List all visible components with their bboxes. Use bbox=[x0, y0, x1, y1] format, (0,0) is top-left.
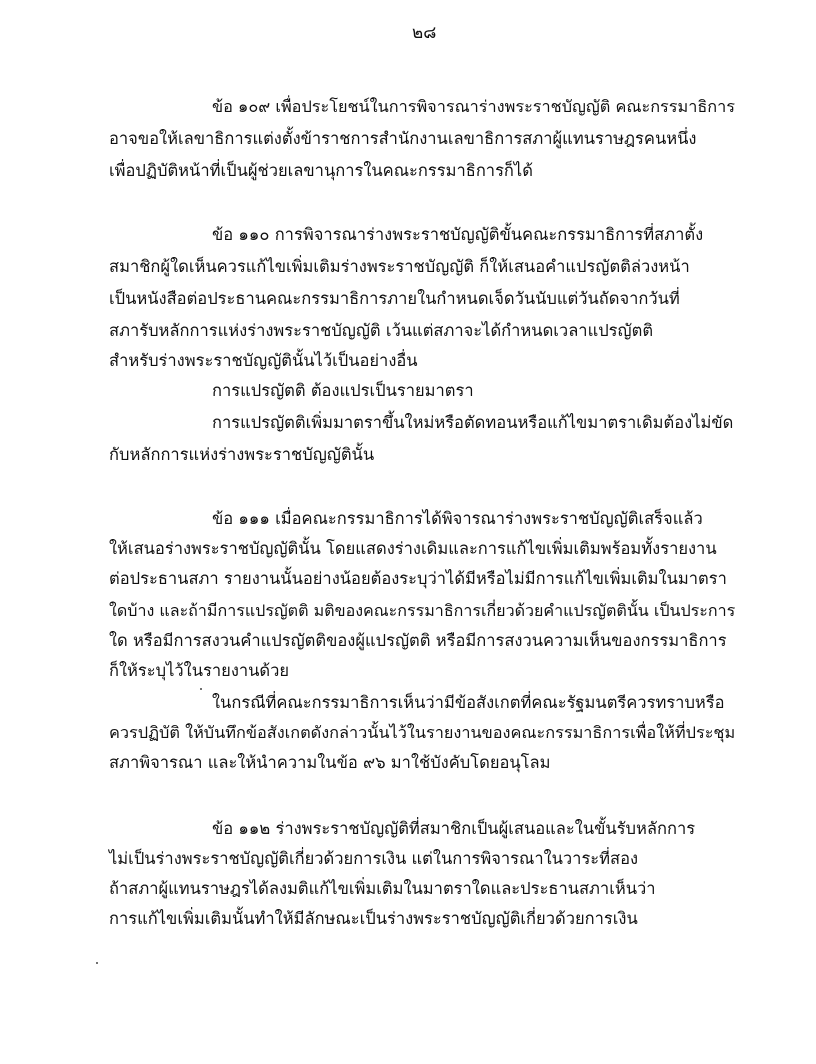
clause-111-line-7: ในกรณีที่คณะกรรมาธิการเห็นว่ามีข้อสังเกตที่คณะรัฐมนตรีควรทราบหรือ bbox=[212, 693, 725, 712]
clause-111-line-5: ใด หรือมีการสงวนคำแปรญัตติของผู้แปรญัตติ หรือมีการสงวนความเห็นของกรรมาธิการ bbox=[109, 631, 727, 650]
clause-110-line-6: การแปรญัตติ ต้องแปรเป็นรายมาตรา bbox=[212, 381, 474, 400]
clause-111-line-4: ใดบ้าง และถ้ามีการแปรญัตติ มติของคณะกรรมาธิการเกี่ยวด้วยคำแปรญัตตินั้น เป็นประการ bbox=[109, 601, 736, 620]
scan-speck bbox=[96, 962, 98, 964]
clause-109-line-3: เพื่อปฏิบัติหน้าที่เป็นผู้ช่วยเลขานุการในคณะกรรมาธิการก็ได้ bbox=[109, 161, 533, 180]
clause-110-line-2: สมาชิกผู้ใดเห็นควรแก้ไขเพิ่มเติมร่างพระราชบัญญัติ ก็ให้เสนอคำแปรญัตติล่วงหน้า bbox=[109, 257, 690, 276]
clause-110-line-8: กับหลักการแห่งร่างพระราชบัญญัตินั้น bbox=[109, 445, 375, 464]
clause-110-line-1: ข้อ ๑๑๐ การพิจารณาร่างพระราชบัญญัติขั้นคณะกรรมาธิการที่สภาตั้ง bbox=[212, 225, 704, 244]
clause-111-line-1: ข้อ ๑๑๑ เมื่อคณะกรรมาธิการได้พิจารณาร่างพระราชบัญญัติเสร็จแล้ว bbox=[212, 509, 703, 528]
clause-109-line-1: ข้อ ๑๐๙ เพื่อประโยชน์ในการพิจารณาร่างพระราชบัญญัติ คณะกรรมาธิการ bbox=[212, 97, 736, 116]
clause-111-line-2: ให้เสนอร่างพระราชบัญญัตินั้น โดยแสดงร่างเดิมและการแก้ไขเพิ่มเติมพร้อมทั้งรายงาน bbox=[109, 539, 717, 558]
clause-111-line-8: ควรปฏิบัติ ให้บันทึกข้อสังเกตดังกล่าวนั้นไว้ในรายงานของคณะกรรมาธิการเพื่อให้ที่ประชุม bbox=[109, 723, 736, 742]
clause-111-line-3: ต่อประธานสภา รายงานนั้นอย่างน้อยต้องระบุว่าได้มีหรือไม่มีการแก้ไขเพิ่มเติมในมาตรา bbox=[109, 569, 727, 588]
clause-112-line-4: การแก้ไขเพิ่มเติมนั้นทำให้มีลักษณะเป็นร่างพระราชบัญญัติเกี่ยวด้วยการเงิน bbox=[109, 909, 638, 928]
clause-109-line-2: อาจขอให้เลขาธิการแต่งตั้งข้าราชการสำนักงานเลขาธิการสภาผู้แทนราษฎรคนหนึ่ง bbox=[109, 129, 697, 148]
clause-112-line-3: ถ้าสภาผู้แทนราษฎรได้ลงมติแก้ไขเพิ่มเติมในมาตราใดและประธานสภาเห็นว่า bbox=[109, 879, 656, 898]
clause-111-line-6: ก็ให้ระบุไว้ในรายงานด้วย bbox=[109, 661, 290, 680]
scan-speck bbox=[200, 688, 202, 690]
clause-110-line-3: เป็นหนังสือต่อประธานคณะกรรมาธิการภายในกำหนดเจ็ดวันนับแต่วันถัดจากวันที่ bbox=[109, 289, 680, 308]
clause-112-line-1: ข้อ ๑๑๒ ร่างพระราชบัญญัติที่สมาชิกเป็นผู้เสนอและในขั้นรับหลักการ bbox=[212, 819, 696, 838]
clause-111-line-9: สภาพิจารณา และให้นำความในข้อ ๙๖ มาใช้บังคับโดยอนุโลม bbox=[109, 753, 551, 772]
clause-110-line-7: การแปรญัตติเพิ่มมาตราขึ้นใหม่หรือตัดทอนหรือแก้ไขมาตราเดิมต้องไม่ขัด bbox=[212, 413, 734, 432]
clause-110-line-5: สำหรับร่างพระราชบัญญัตินั้นไว้เป็นอย่างอื่น bbox=[109, 351, 418, 370]
clause-110-line-4: สภารับหลักการแห่งร่างพระราชบัญญัติ เว้นแต่สภาจะได้กำหนดเวลาแปรญัตติ bbox=[109, 321, 654, 340]
clause-112-line-2: ไม่เป็นร่างพระราชบัญญัติเกี่ยวด้วยการเงิน แต่ในการพิจารณาในวาระที่สอง bbox=[109, 849, 639, 868]
page-number: ๒๘ bbox=[412, 23, 437, 43]
